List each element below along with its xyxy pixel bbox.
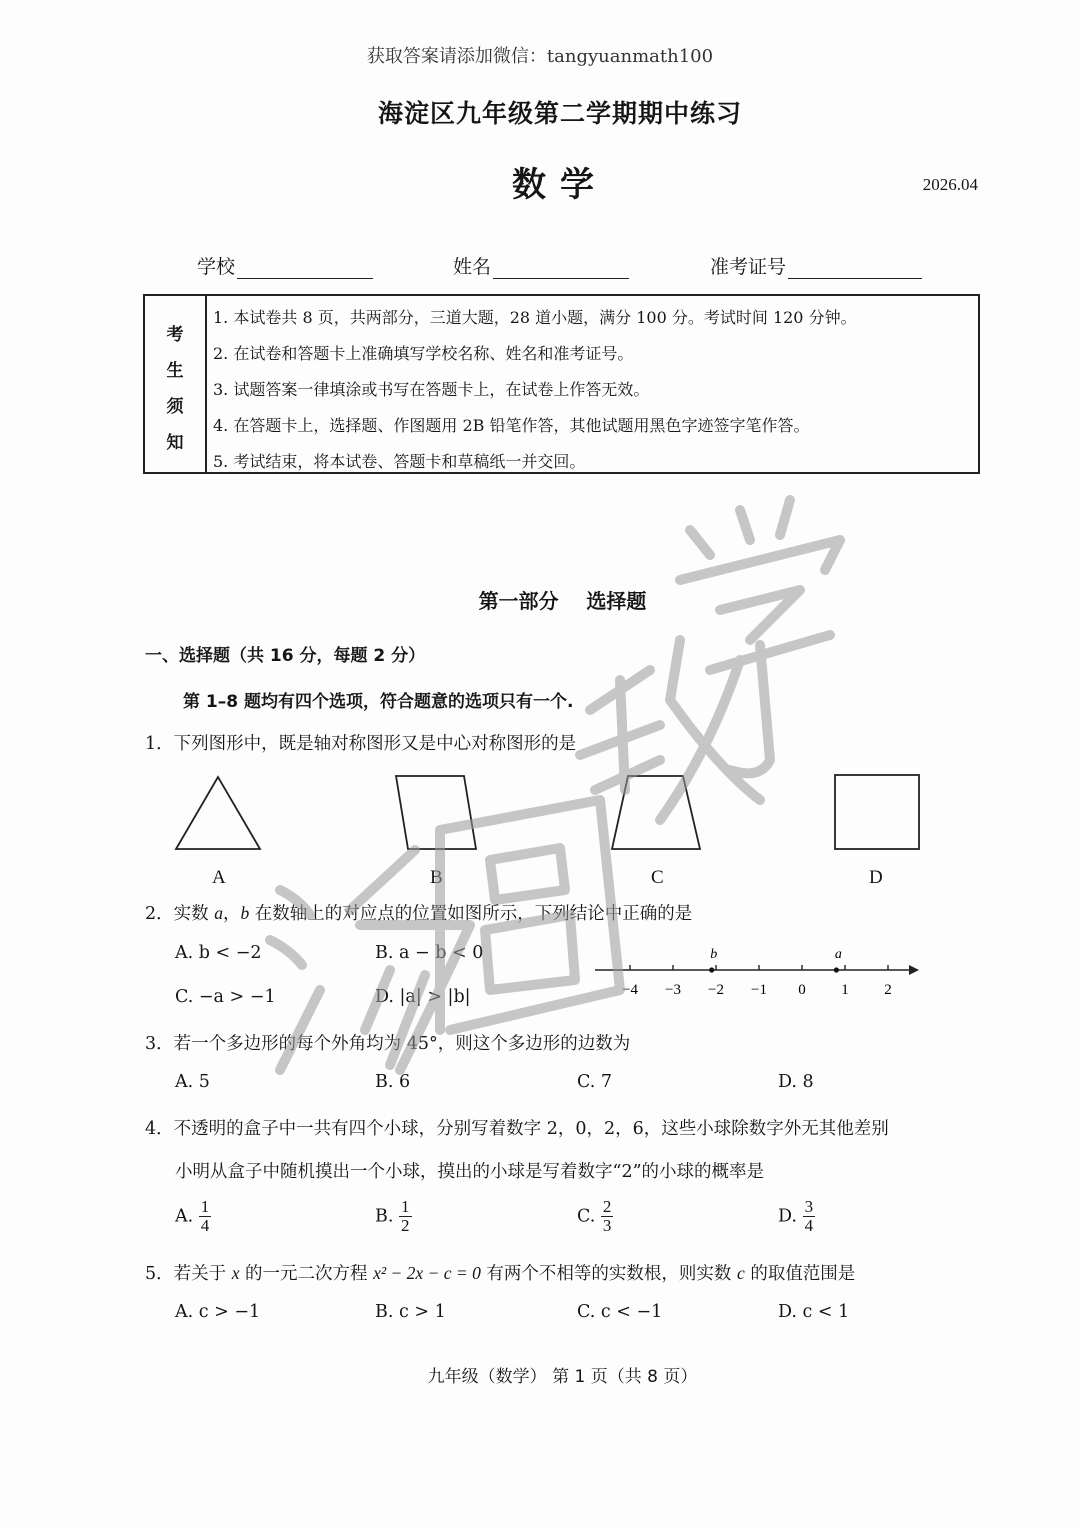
fraction-denominator: 3 xyxy=(602,1216,612,1235)
number-line-tick-label: 0 xyxy=(798,982,806,998)
question-1-figures xyxy=(160,765,960,865)
q3-option-a: A. 5 xyxy=(175,1072,210,1092)
notice-item: 1. 本试卷共 8 页，共两部分，三道大题，28 道小题，满分 100 分。考试时间 120 分钟。 xyxy=(213,308,857,327)
fraction-numerator: 3 xyxy=(804,1197,814,1216)
question-5-stem xyxy=(145,1260,855,1285)
q3-option-c: C. 7 xyxy=(577,1072,613,1092)
fraction-denominator: 4 xyxy=(200,1216,210,1235)
notice-head xyxy=(145,296,207,472)
number-line-tick-label: −2 xyxy=(708,982,724,998)
name-label: 姓名 xyxy=(453,256,492,278)
q2-var-b: b xyxy=(240,903,250,923)
q4-option-fraction xyxy=(199,1198,212,1235)
notice-head-char: 考 xyxy=(166,325,184,345)
q2-option-a: A. b < −2 xyxy=(175,943,262,963)
figure-c-trapezoid xyxy=(612,776,700,849)
question-2-stem xyxy=(145,900,692,925)
number-line-arrow xyxy=(909,965,919,975)
q4-option-letter: A. xyxy=(175,1206,194,1227)
fraction-numerator: 1 xyxy=(401,1197,410,1216)
number-line-tick-label: −3 xyxy=(665,982,681,998)
number-line-point-label: a xyxy=(834,947,842,962)
number-line-point-label: b xyxy=(710,947,718,962)
q5-stem-pre: 5．若关于 xyxy=(145,1264,232,1284)
exam-id-field[interactable] xyxy=(710,252,922,279)
q3-option-d: D. 8 xyxy=(778,1072,814,1092)
figure-label: B xyxy=(430,867,443,888)
number-line-point xyxy=(709,967,714,972)
question-1-stem: 1．下列图形中，既是轴对称图形又是中心对称图形的是 xyxy=(145,734,577,754)
q2-stem-pre: 2．实数 xyxy=(145,904,215,924)
question-4-stem-line2: 小明从盒子中随机摸出一个小球，摸出的小球是写着数字“2”的小球的概率是 xyxy=(175,1162,765,1182)
q4-option-fraction xyxy=(601,1198,614,1235)
notice-item: 2. 在试卷和答题卡上准确填写学校名称、姓名和准考证号。 xyxy=(213,344,634,363)
fraction-denominator: 2 xyxy=(401,1216,410,1235)
q2-option-d: D. |a| > |b| xyxy=(375,987,471,1007)
q4-option-b xyxy=(375,1198,412,1235)
q2-stem-post: 在数轴上的对应点的位置如图所示，下列结论中正确的是 xyxy=(249,904,693,924)
q4-option-d xyxy=(778,1198,815,1235)
figure-a-triangle xyxy=(176,777,260,849)
notice-item: 3. 试题答案一律填涂或书写在答题卡上，在试卷上作答无效。 xyxy=(213,380,650,399)
q2-option-b: B. a − b < 0 xyxy=(375,943,484,963)
exam-id-blank[interactable] xyxy=(788,258,922,279)
q5-stem-post: 有两个不相等的实数根，则实数 xyxy=(480,1264,737,1284)
contact-line: 获取答案请添加微信：tangyuanmath100 xyxy=(366,46,714,67)
exam-id-label: 准考证号 xyxy=(710,256,787,278)
question-3-stem: 3．若一个多边形的每个外角均为 45°，则这个多边形的边数为 xyxy=(145,1034,631,1054)
name-field[interactable] xyxy=(453,252,629,279)
exam-date: 2026.04 xyxy=(922,175,978,194)
q5-option-a: A. c > −1 xyxy=(175,1302,261,1322)
q4-option-c xyxy=(577,1198,613,1235)
q5-option-c: C. c < −1 xyxy=(577,1302,663,1322)
q4-option-fraction xyxy=(803,1198,816,1235)
q2-sep: ， xyxy=(222,904,241,924)
notice-head-char: 知 xyxy=(166,433,184,453)
school-field[interactable] xyxy=(197,252,373,279)
q4-option-a xyxy=(175,1198,211,1235)
notice-item: 4. 在答题卡上，选择题、作图题用 2B 铅笔作答，其他试题用黑色字迹签字笔作答。 xyxy=(213,416,810,435)
q4-option-letter: C. xyxy=(577,1206,596,1227)
school-blank[interactable] xyxy=(237,258,373,279)
number-line-tick-label: −1 xyxy=(751,982,767,998)
fraction-numerator: 1 xyxy=(200,1197,210,1216)
section-instruction: 第 1–8 题均有四个选项，符合题意的选项只有一个. xyxy=(183,692,574,712)
page-footer: 九年级（数学） 第 1 页（共 8 页） xyxy=(427,1367,698,1387)
name-blank[interactable] xyxy=(493,258,629,279)
notice-head-char: 生 xyxy=(166,361,184,381)
number-line xyxy=(585,940,935,1010)
number-line-tick-label: 1 xyxy=(841,982,849,998)
q5-stem-end: 的取值范围是 xyxy=(744,1264,856,1284)
fraction-denominator: 4 xyxy=(804,1216,814,1235)
figure-label: D xyxy=(869,867,883,888)
subject-title: 数学 xyxy=(512,165,608,205)
q5-option-b: B. c > 1 xyxy=(375,1302,446,1322)
number-line-point xyxy=(834,967,839,972)
q2-var-a: a xyxy=(214,903,223,923)
q4-option-fraction xyxy=(399,1198,412,1235)
number-line-tick-label: 2 xyxy=(884,982,892,998)
notice-box xyxy=(143,294,980,474)
q4-option-letter: B. xyxy=(375,1206,394,1227)
question-4-stem-line1: 4．不透明的盒子中一共有四个小球，分别写着数字 2，0，2，6，这些小球除数字外无其他差别 xyxy=(145,1119,889,1139)
fraction-numerator: 2 xyxy=(602,1197,612,1216)
school-label: 学校 xyxy=(197,256,236,278)
part-title: 第一部分 选择题 xyxy=(478,589,647,613)
figure-label: C xyxy=(651,867,664,888)
section-heading: 一、选择题（共 16 分，每题 2 分） xyxy=(145,646,426,666)
notice-head-char: 须 xyxy=(166,397,184,417)
number-line-tick-label: −4 xyxy=(622,982,638,998)
figure-b-parallelogram xyxy=(396,776,476,849)
q5-stem-mid: 的一元二次方程 xyxy=(239,1264,374,1284)
figure-d-square xyxy=(835,775,919,849)
notice-item: 5. 考试结束，将本试卷、答题卡和草稿纸一并交回。 xyxy=(213,452,586,471)
q3-option-b: B. 6 xyxy=(375,1072,411,1092)
q2-option-c: C. −a > −1 xyxy=(175,987,276,1007)
figure-label: A xyxy=(212,867,226,888)
q5-var-x: x xyxy=(231,1263,240,1283)
q5-var-c: c xyxy=(736,1263,745,1283)
q4-option-letter: D. xyxy=(778,1206,797,1227)
q5-option-d: D. c < 1 xyxy=(778,1302,850,1322)
exam-title: 海淀区九年级第二学期期中练习 xyxy=(377,99,742,128)
q5-equation: x² − 2x − c = 0 xyxy=(373,1263,481,1283)
